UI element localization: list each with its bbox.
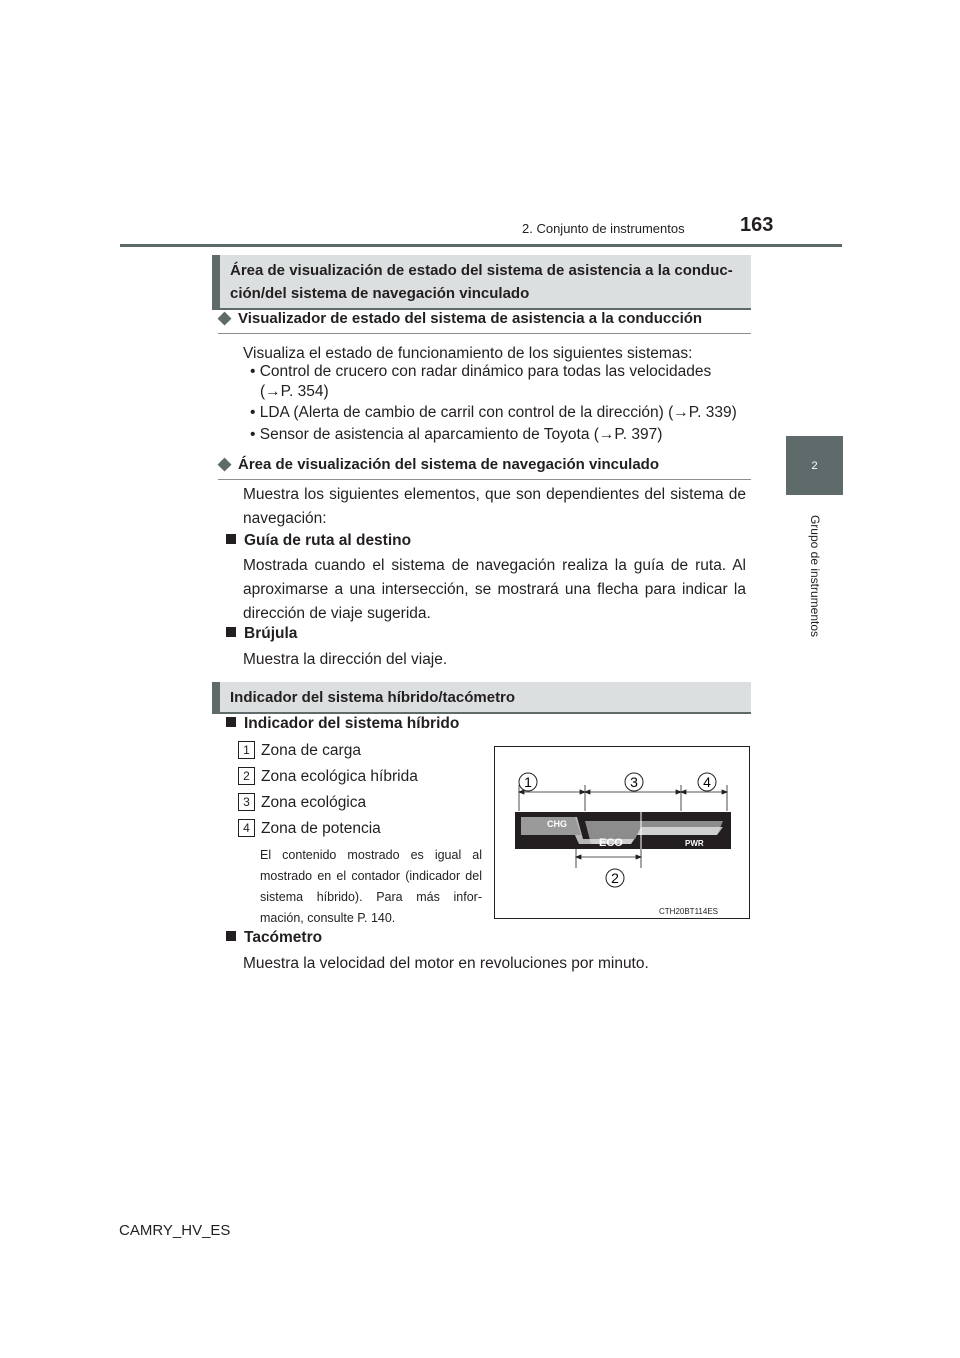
callout-1 [519, 773, 537, 791]
paragraph-intro: Muestra los siguientes elementos, que son dependientes del sistema de navegación: [243, 486, 746, 527]
hybrid-indicator-figure [494, 746, 750, 919]
square-bullet-icon [226, 717, 236, 727]
header-section-title: 2. Conjunto de instrumentos [522, 221, 685, 236]
number-box: 3 [238, 793, 255, 811]
section-heading-line1: Área de visualización de estado del sistema de asistencia a la conduc- [230, 262, 733, 279]
hybrid-indicator-diagram [495, 747, 749, 918]
square-bullet-icon [226, 931, 236, 941]
paragraph-compass: Muestra la dirección del viaje. [243, 651, 448, 668]
section-heading-line1: Indicador del sistema híbrido/tacómetro [230, 689, 516, 706]
item-heading-tachometer: Tacómetro [226, 928, 322, 948]
callout-number: 4 [703, 774, 711, 790]
note-text: El contenido mostrado es igual al mostrado en el contador (indicador del sistema híbrido). Para más infor-mación, consulte P. 140. [260, 848, 482, 925]
number-box: 4 [238, 819, 255, 837]
bullet-item: • Control de crucero con radar dinámico para todas las velocidades [250, 363, 712, 380]
section-heading-display-area [212, 255, 751, 310]
section-heading-line2: ción/del sistema de navegación vinculado [230, 285, 530, 302]
chapter-number: 2 [811, 459, 818, 472]
paragraph-intro: Visualiza el estado de funcionamiento de los siguientes sistemas: [243, 345, 693, 362]
bullet-item: • Sensor de asistencia al aparcamiento de Toyota (→P. 397) [250, 426, 663, 443]
item-heading-hybrid-indicator: Indicador del sistema híbrido [226, 714, 459, 734]
callout-4 [698, 773, 716, 791]
zone-list-item: 4 Zona de potencia [238, 819, 381, 839]
document-code: CAMRY_HV_ES [119, 1222, 231, 1239]
square-bullet-icon [226, 627, 236, 637]
callout-number: 1 [524, 774, 532, 790]
diamond-bullet-icon: ◆ [218, 308, 232, 327]
paragraph-route-guide: Mostrada cuando el sistema de navegación realiza la guía de ruta. Al aproximarse a una intersección, se mostrará una flecha para indicar la dirección de viaje sugerida. [243, 557, 746, 622]
pwr-label: PWR [685, 839, 704, 848]
item-heading-compass: Brújula [226, 624, 297, 644]
callout-2 [606, 869, 624, 887]
subheading-text: Visualizador de estado del sistema de asistencia a la conducción [238, 310, 703, 327]
paragraph-tachometer: Muestra la velocidad del motor en revoluciones por minuto. [243, 955, 649, 972]
subheading-driving-assist-status [218, 308, 751, 334]
item-heading-route-guide: Guía de ruta al destino [226, 531, 411, 551]
zone-list-item: 3 Zona ecológica [238, 793, 366, 813]
square-bullet-icon [226, 534, 236, 544]
chapter-label: Grupo de instrumentos [808, 514, 822, 638]
header-rule [120, 244, 842, 247]
bullet-item-continuation: (→P. 354) [260, 383, 329, 400]
zone-list-item: 2 Zona ecológica híbrida [238, 767, 418, 787]
number-box: 1 [238, 741, 255, 759]
diamond-bullet-icon: ◆ [218, 454, 232, 473]
callout-3 [625, 773, 643, 791]
number-box: 2 [238, 767, 255, 785]
section-heading-hybrid-indicator [212, 682, 751, 714]
indicator-bar [515, 812, 731, 849]
eco-label: ECO [599, 837, 623, 849]
chapter-tab [786, 436, 843, 495]
subheading-text: Área de visualización del sistema de navegación vinculado [238, 456, 659, 473]
bullet-item: • LDA (Alerta de cambio de carril con control de la dirección) (→P. 339) [250, 404, 737, 421]
callout-number: 2 [611, 870, 619, 886]
chapter-side-label [760, 506, 870, 646]
chg-label: CHG [547, 819, 567, 829]
page-number: 163 [740, 214, 774, 236]
figure-code: CTH20BT114ES [659, 907, 718, 916]
subheading-navigation-area [218, 454, 751, 480]
zone-list-item: 1 Zona de carga [238, 741, 361, 761]
callout-number: 3 [630, 774, 638, 790]
